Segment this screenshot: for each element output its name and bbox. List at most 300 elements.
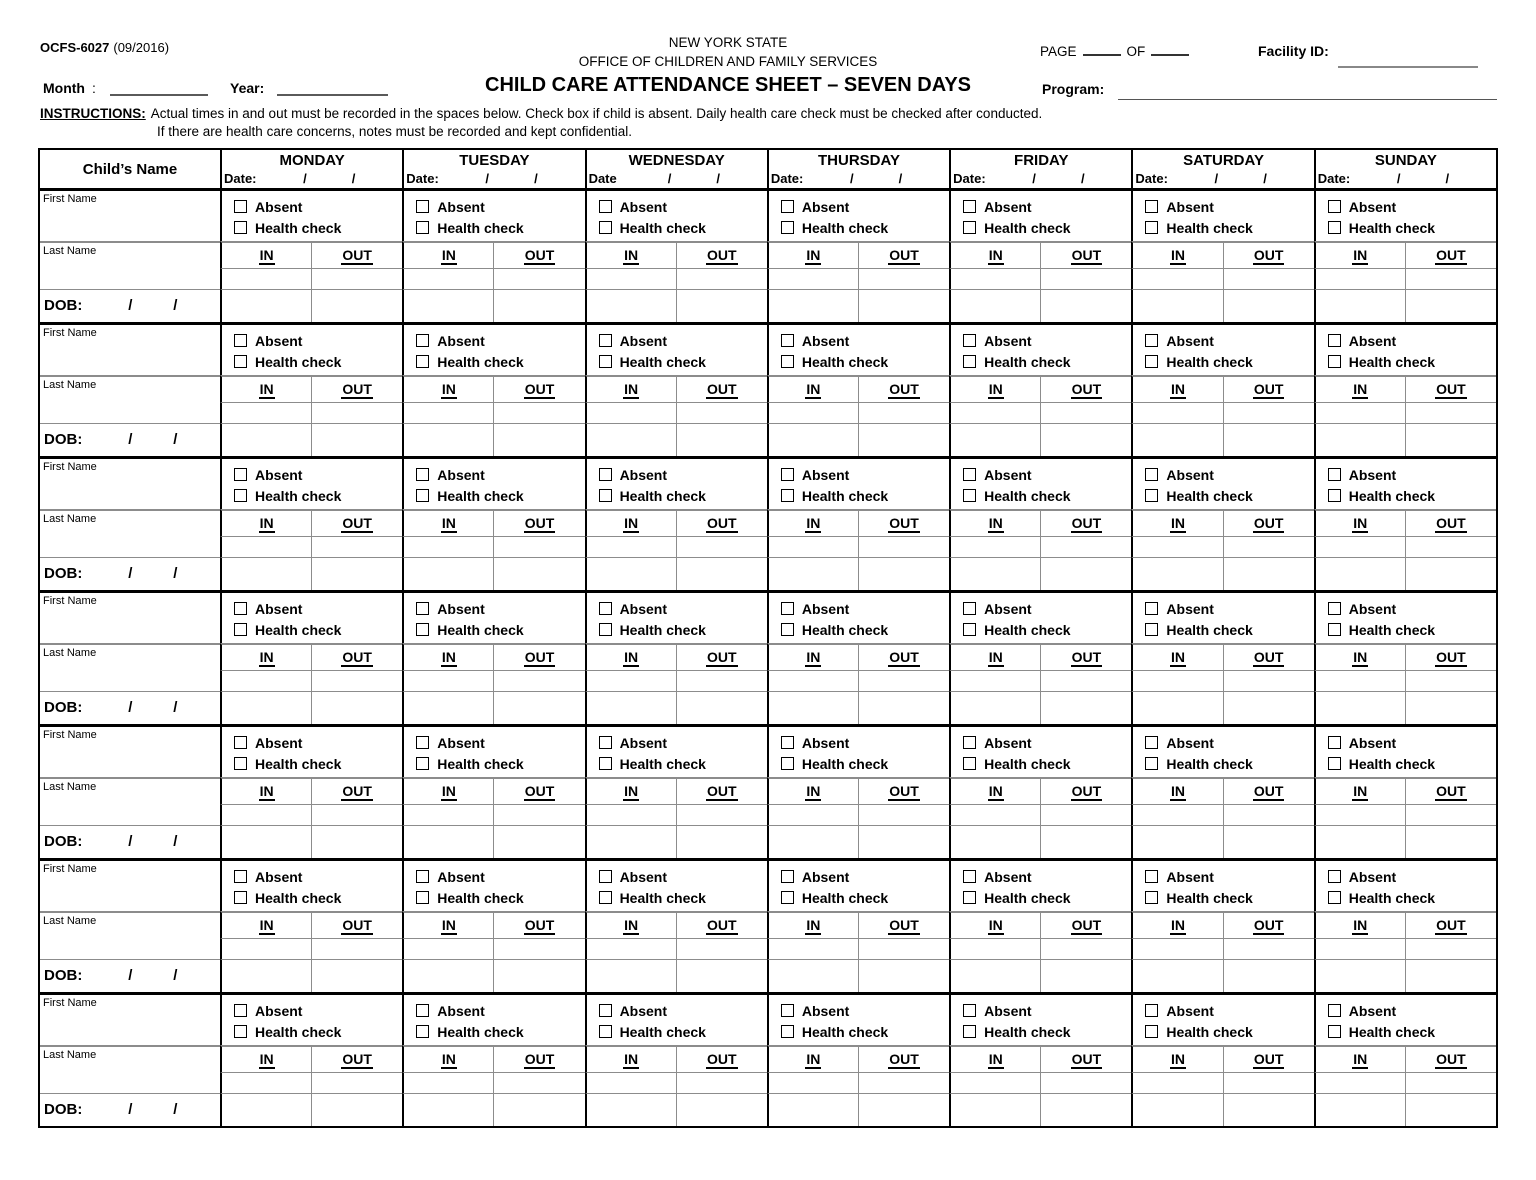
dob-field[interactable]	[40, 691, 220, 724]
first-name-field[interactable]	[40, 995, 220, 1045]
health-check-label: Health check	[801, 487, 889, 504]
time-out-cell[interactable]	[493, 1072, 584, 1093]
health-check-checkbox[interactable]	[1145, 891, 1158, 904]
health-check-row	[963, 619, 1131, 640]
out-label: OUT	[706, 1050, 737, 1067]
time-in-cell[interactable]	[585, 938, 676, 959]
last-name-label: Last Name	[43, 647, 97, 659]
health-check-checkbox[interactable]	[1328, 221, 1341, 234]
time-in-cell[interactable]	[402, 268, 493, 289]
date-fill-line[interactable]	[1316, 170, 1496, 188]
first-name-field[interactable]	[40, 861, 220, 911]
date-slash: /	[303, 171, 307, 186]
time-out-cell[interactable]	[493, 670, 584, 691]
health-check-checkbox[interactable]	[416, 891, 429, 904]
health-check-checkbox[interactable]	[963, 891, 976, 904]
in-label: IN	[624, 514, 639, 531]
absent-checkbox[interactable]	[234, 1004, 247, 1017]
date-fill-line[interactable]	[769, 170, 949, 188]
time-out-cell[interactable]	[311, 938, 402, 959]
last-name-field[interactable]	[40, 241, 220, 289]
month-input-line[interactable]	[110, 78, 208, 96]
time-out-cell[interactable]	[1040, 804, 1131, 825]
time-in-cell[interactable]	[220, 268, 311, 289]
time-out-cell[interactable]	[493, 938, 584, 959]
absent-checkbox[interactable]	[1328, 736, 1341, 749]
in-column-header	[1314, 643, 1405, 670]
dob-spacer-cell	[1040, 825, 1131, 858]
absent-checkbox[interactable]	[599, 1004, 612, 1017]
absent-checkbox[interactable]	[1328, 200, 1341, 213]
time-out-cell[interactable]	[1223, 804, 1314, 825]
dob-spacer-cell	[1405, 423, 1496, 456]
time-out-cell[interactable]	[1405, 1072, 1496, 1093]
time-in-cell[interactable]	[402, 1072, 493, 1093]
in-label: IN	[1353, 246, 1368, 263]
time-in-cell[interactable]	[585, 670, 676, 691]
dob-spacer-cell	[858, 557, 949, 590]
time-in-cell[interactable]	[949, 938, 1040, 959]
absent-checkbox[interactable]	[234, 468, 247, 481]
health-check-checkbox[interactable]	[1328, 1025, 1341, 1038]
date-fill-line[interactable]	[587, 170, 767, 188]
time-out-cell[interactable]	[1040, 536, 1131, 557]
dob-spacer-cell	[1223, 423, 1314, 456]
absent-checkbox[interactable]	[416, 602, 429, 615]
time-in-cell[interactable]	[1131, 938, 1222, 959]
time-in-cell[interactable]	[585, 402, 676, 423]
dob-spacer-cell	[493, 557, 584, 590]
health-check-checkbox[interactable]	[1145, 1025, 1158, 1038]
health-check-label: Health check	[437, 219, 524, 236]
absent-checkbox[interactable]	[781, 736, 794, 749]
dob-label: DOB:	[44, 297, 83, 314]
day-name-label: TUESDAY	[459, 152, 530, 169]
in-label: IN	[988, 514, 1003, 531]
last-name-field[interactable]	[40, 911, 220, 959]
time-out-cell[interactable]	[858, 402, 949, 423]
health-check-row	[963, 753, 1131, 774]
health-check-checkbox[interactable]	[1328, 623, 1341, 636]
dob-spacer-cell	[1223, 825, 1314, 858]
health-check-checkbox[interactable]	[1145, 221, 1158, 234]
program-input-line[interactable]	[1118, 82, 1497, 100]
date-fill-line[interactable]	[1133, 170, 1313, 188]
in-label: IN	[1170, 246, 1185, 263]
dob-slash: /	[128, 833, 133, 850]
absent-checkbox[interactable]	[416, 200, 429, 213]
absent-checkbox[interactable]	[234, 870, 247, 883]
time-in-cell[interactable]	[1314, 536, 1405, 557]
health-check-checkbox[interactable]	[599, 221, 612, 234]
time-out-cell[interactable]	[1040, 402, 1131, 423]
absent-checkbox[interactable]	[234, 200, 247, 213]
health-check-checkbox[interactable]	[599, 489, 612, 502]
time-in-cell[interactable]	[1314, 1072, 1405, 1093]
agency-line2: OFFICE OF CHILDREN AND FAMILY SERVICES	[578, 54, 878, 69]
time-out-cell[interactable]	[311, 268, 402, 289]
health-check-checkbox[interactable]	[781, 489, 794, 502]
time-in-cell[interactable]	[767, 402, 858, 423]
out-column-header	[1040, 911, 1131, 938]
health-check-label: Health check	[619, 621, 706, 638]
time-out-cell[interactable]	[311, 402, 402, 423]
in-column-header	[402, 241, 493, 268]
health-check-checkbox[interactable]	[234, 1025, 247, 1038]
health-check-checkbox[interactable]	[416, 1025, 429, 1038]
time-in-cell[interactable]	[1131, 402, 1222, 423]
absent-checkbox[interactable]	[781, 602, 794, 615]
absent-checkbox[interactable]	[963, 870, 976, 883]
time-in-cell[interactable]	[949, 536, 1040, 557]
last-name-field[interactable]	[40, 777, 220, 825]
page-total-blank[interactable]	[1151, 42, 1189, 56]
time-in-cell[interactable]	[1314, 670, 1405, 691]
year-input-line[interactable]	[277, 78, 388, 96]
time-out-cell[interactable]	[1040, 1072, 1131, 1093]
health-check-checkbox[interactable]	[1145, 489, 1158, 502]
last-name-field[interactable]	[40, 643, 220, 691]
time-in-cell[interactable]	[1131, 1072, 1222, 1093]
time-in-cell[interactable]	[949, 670, 1040, 691]
absent-checkbox[interactable]	[963, 334, 976, 347]
time-in-cell[interactable]	[767, 268, 858, 289]
in-column-header	[1131, 643, 1222, 670]
time-in-cell[interactable]	[767, 938, 858, 959]
health-check-checkbox[interactable]	[963, 623, 976, 636]
dob-spacer-cell	[1223, 557, 1314, 590]
health-check-checkbox[interactable]	[1328, 489, 1341, 502]
time-in-cell[interactable]	[1131, 804, 1222, 825]
time-out-cell[interactable]	[1223, 1072, 1314, 1093]
absent-checkbox[interactable]	[234, 736, 247, 749]
absent-checkbox[interactable]	[963, 1004, 976, 1017]
time-in-cell[interactable]	[767, 670, 858, 691]
time-out-cell[interactable]	[1223, 402, 1314, 423]
health-check-checkbox[interactable]	[234, 623, 247, 636]
facility-id-input-line[interactable]	[1338, 50, 1478, 68]
time-out-cell[interactable]	[1223, 670, 1314, 691]
dob-spacer-cell	[1131, 423, 1222, 456]
absent-row	[416, 866, 584, 887]
time-out-cell[interactable]	[1223, 536, 1314, 557]
time-out-cell[interactable]	[311, 670, 402, 691]
time-out-cell[interactable]	[311, 804, 402, 825]
absent-checkbox[interactable]	[599, 602, 612, 615]
out-label: OUT	[1253, 514, 1284, 531]
time-out-cell[interactable]	[858, 536, 949, 557]
time-out-cell[interactable]	[858, 804, 949, 825]
time-out-cell[interactable]	[1040, 670, 1131, 691]
time-in-cell[interactable]	[767, 536, 858, 557]
health-check-checkbox[interactable]	[1328, 355, 1341, 368]
time-in-cell[interactable]	[1314, 268, 1405, 289]
time-out-cell[interactable]	[1405, 804, 1496, 825]
absent-checkbox[interactable]	[1328, 1004, 1341, 1017]
health-check-checkbox[interactable]	[781, 221, 794, 234]
absent-checkbox[interactable]	[416, 468, 429, 481]
absent-checkbox[interactable]	[1145, 602, 1158, 615]
absent-checkbox[interactable]	[781, 334, 794, 347]
health-check-checkbox[interactable]	[963, 221, 976, 234]
absent-label: Absent	[984, 466, 1032, 483]
absent-checkbox[interactable]	[1145, 468, 1158, 481]
health-check-checkbox[interactable]	[1145, 623, 1158, 636]
time-in-cell[interactable]	[1314, 804, 1405, 825]
time-out-cell[interactable]	[493, 536, 584, 557]
time-in-cell[interactable]	[949, 402, 1040, 423]
time-in-cell[interactable]	[402, 536, 493, 557]
absent-label: Absent	[1348, 198, 1397, 215]
health-check-label: Health check	[984, 219, 1071, 236]
time-out-cell[interactable]	[1040, 938, 1131, 959]
absent-checkbox[interactable]	[599, 736, 612, 749]
absent-label: Absent	[801, 600, 850, 617]
dob-field[interactable]	[40, 557, 220, 590]
absent-row	[599, 866, 767, 887]
dob-field[interactable]	[40, 289, 220, 322]
absent-checkbox[interactable]	[1328, 334, 1341, 347]
absent-checkbox[interactable]	[599, 468, 612, 481]
health-check-checkbox[interactable]	[234, 757, 247, 770]
absent-label: Absent	[984, 198, 1032, 215]
absent-label: Absent	[255, 734, 303, 751]
health-check-checkbox[interactable]	[234, 891, 247, 904]
child-row-block	[40, 724, 1496, 858]
time-out-cell[interactable]	[1405, 536, 1496, 557]
first-name-field[interactable]	[40, 727, 220, 777]
dob-field[interactable]	[40, 825, 220, 858]
absent-checkbox[interactable]	[781, 200, 794, 213]
time-out-cell[interactable]	[1405, 402, 1496, 423]
absent-checkbox[interactable]	[1145, 200, 1158, 213]
health-check-checkbox[interactable]	[963, 489, 976, 502]
time-out-cell[interactable]	[311, 536, 402, 557]
absent-checkbox[interactable]	[963, 602, 976, 615]
health-check-checkbox[interactable]	[416, 623, 429, 636]
out-column-header	[676, 509, 767, 536]
time-in-cell[interactable]	[1131, 536, 1222, 557]
time-out-cell[interactable]	[676, 938, 767, 959]
absent-row	[599, 330, 767, 351]
last-name-field[interactable]	[40, 509, 220, 557]
time-in-cell[interactable]	[949, 268, 1040, 289]
out-label: OUT	[889, 246, 919, 263]
time-out-cell[interactable]	[676, 402, 767, 423]
time-in-cell[interactable]	[1131, 670, 1222, 691]
absent-checkbox[interactable]	[963, 200, 976, 213]
health-check-checkbox[interactable]	[599, 757, 612, 770]
time-out-cell[interactable]	[858, 268, 949, 289]
time-in-cell[interactable]	[402, 804, 493, 825]
time-out-cell[interactable]	[858, 938, 949, 959]
time-out-cell[interactable]	[1405, 268, 1496, 289]
absent-row	[1145, 330, 1313, 351]
out-label: OUT	[706, 514, 737, 531]
time-in-cell[interactable]	[402, 938, 493, 959]
time-in-cell[interactable]	[767, 1072, 858, 1093]
health-check-checkbox[interactable]	[1328, 757, 1341, 770]
time-in-cell[interactable]	[220, 938, 311, 959]
time-out-cell[interactable]	[1405, 670, 1496, 691]
absent-checkbox[interactable]	[599, 870, 612, 883]
time-in-cell[interactable]	[1131, 268, 1222, 289]
health-check-label: Health check	[1348, 755, 1436, 772]
absent-checkbox[interactable]	[599, 200, 612, 213]
last-name-field[interactable]	[40, 1045, 220, 1093]
in-column-header	[220, 375, 311, 402]
health-check-checkbox[interactable]	[781, 891, 794, 904]
time-in-cell[interactable]	[1314, 402, 1405, 423]
dob-spacer-cell	[311, 423, 402, 456]
absent-checkbox[interactable]	[1328, 870, 1341, 883]
absent-checkbox[interactable]	[1328, 602, 1341, 615]
last-name-field[interactable]	[40, 375, 220, 423]
absent-checkbox[interactable]	[234, 334, 247, 347]
health-check-checkbox[interactable]	[416, 757, 429, 770]
time-in-cell[interactable]	[402, 402, 493, 423]
time-out-cell[interactable]	[676, 1072, 767, 1093]
absent-label: Absent	[1348, 1002, 1397, 1019]
date-fill-line[interactable]	[951, 170, 1131, 188]
absent-row	[781, 464, 949, 485]
time-out-cell[interactable]	[1040, 268, 1131, 289]
health-check-checkbox[interactable]	[963, 757, 976, 770]
time-out-cell[interactable]	[676, 804, 767, 825]
absent-healthcheck-cell	[767, 459, 949, 509]
time-in-cell[interactable]	[220, 402, 311, 423]
first-name-field[interactable]	[40, 593, 220, 643]
time-out-cell[interactable]	[858, 1072, 949, 1093]
health-check-checkbox[interactable]	[416, 355, 429, 368]
health-check-checkbox[interactable]	[963, 355, 976, 368]
out-label: OUT	[889, 648, 919, 665]
time-in-cell[interactable]	[585, 1072, 676, 1093]
time-out-cell[interactable]	[311, 1072, 402, 1093]
dob-spacer-cell	[1131, 557, 1222, 590]
health-check-checkbox[interactable]	[1145, 757, 1158, 770]
time-out-cell[interactable]	[676, 670, 767, 691]
time-in-cell[interactable]	[1314, 938, 1405, 959]
health-check-row	[416, 619, 584, 640]
absent-checkbox[interactable]	[599, 334, 612, 347]
time-out-cell[interactable]	[676, 268, 767, 289]
absent-checkbox[interactable]	[963, 736, 976, 749]
date-fill-line[interactable]	[222, 170, 402, 188]
page-number-blank[interactable]	[1083, 42, 1121, 56]
dob-field[interactable]	[40, 959, 220, 992]
first-name-field[interactable]	[40, 191, 220, 241]
absent-label: Absent	[255, 198, 303, 215]
absent-checkbox[interactable]	[416, 334, 429, 347]
absent-checkbox[interactable]	[416, 870, 429, 883]
absent-checkbox[interactable]	[963, 468, 976, 481]
absent-checkbox[interactable]	[416, 736, 429, 749]
in-column-header	[767, 241, 858, 268]
time-out-cell[interactable]	[676, 536, 767, 557]
time-out-cell[interactable]	[493, 804, 584, 825]
time-in-cell[interactable]	[220, 1072, 311, 1093]
first-name-field[interactable]	[40, 459, 220, 509]
absent-checkbox[interactable]	[1145, 870, 1158, 883]
absent-checkbox[interactable]	[416, 1004, 429, 1017]
health-check-checkbox[interactable]	[599, 891, 612, 904]
health-check-checkbox[interactable]	[781, 1025, 794, 1038]
absent-checkbox[interactable]	[234, 602, 247, 615]
time-out-cell[interactable]	[1223, 268, 1314, 289]
absent-checkbox[interactable]	[781, 870, 794, 883]
absent-checkbox[interactable]	[781, 468, 794, 481]
health-check-checkbox[interactable]	[963, 1025, 976, 1038]
in-label: IN	[624, 916, 639, 933]
health-check-checkbox[interactable]	[234, 355, 247, 368]
date-fill-line[interactable]	[404, 170, 584, 188]
out-label: OUT	[889, 514, 919, 531]
dob-spacer-cell	[402, 557, 493, 590]
health-check-checkbox[interactable]	[234, 221, 247, 234]
time-out-cell[interactable]	[493, 402, 584, 423]
dob-field[interactable]	[40, 423, 220, 456]
time-in-cell[interactable]	[220, 670, 311, 691]
dob-field[interactable]	[40, 1093, 220, 1126]
health-check-checkbox[interactable]	[781, 355, 794, 368]
first-name-field[interactable]	[40, 325, 220, 375]
absent-checkbox[interactable]	[1145, 1004, 1158, 1017]
time-in-cell[interactable]	[585, 804, 676, 825]
absent-checkbox[interactable]	[781, 1004, 794, 1017]
time-in-cell[interactable]	[585, 536, 676, 557]
health-check-checkbox[interactable]	[599, 355, 612, 368]
health-check-checkbox[interactable]	[781, 757, 794, 770]
in-label: IN	[988, 648, 1003, 665]
time-in-cell[interactable]	[949, 1072, 1040, 1093]
dob-spacer-cell	[676, 825, 767, 858]
first-name-label: First Name	[43, 327, 97, 339]
in-label: IN	[1170, 782, 1185, 799]
health-check-checkbox[interactable]	[234, 489, 247, 502]
in-column-header	[949, 1045, 1040, 1072]
date-label: Date:	[953, 171, 986, 186]
health-check-checkbox[interactable]	[781, 623, 794, 636]
health-check-checkbox[interactable]	[599, 1025, 612, 1038]
dob-spacer-cell	[858, 1093, 949, 1126]
health-check-label: Health check	[437, 889, 524, 906]
health-check-checkbox[interactable]	[1328, 891, 1341, 904]
out-label: OUT	[342, 514, 372, 531]
absent-row	[963, 1000, 1131, 1021]
health-check-row	[599, 485, 767, 506]
time-in-cell[interactable]	[402, 670, 493, 691]
time-out-cell[interactable]	[493, 268, 584, 289]
health-check-checkbox[interactable]	[1145, 355, 1158, 368]
health-check-checkbox[interactable]	[416, 221, 429, 234]
health-check-checkbox[interactable]	[416, 489, 429, 502]
absent-label: Absent	[1348, 868, 1397, 885]
time-in-cell[interactable]	[220, 536, 311, 557]
time-in-cell[interactable]	[767, 804, 858, 825]
time-in-cell[interactable]	[220, 804, 311, 825]
absent-checkbox[interactable]	[1145, 736, 1158, 749]
time-out-cell[interactable]	[1405, 938, 1496, 959]
time-in-cell[interactable]	[949, 804, 1040, 825]
time-out-cell[interactable]	[858, 670, 949, 691]
absent-checkbox[interactable]	[1328, 468, 1341, 481]
time-in-cell[interactable]	[585, 268, 676, 289]
absent-checkbox[interactable]	[1145, 334, 1158, 347]
time-out-cell[interactable]	[1223, 938, 1314, 959]
health-check-row	[416, 1021, 584, 1042]
health-check-checkbox[interactable]	[599, 623, 612, 636]
